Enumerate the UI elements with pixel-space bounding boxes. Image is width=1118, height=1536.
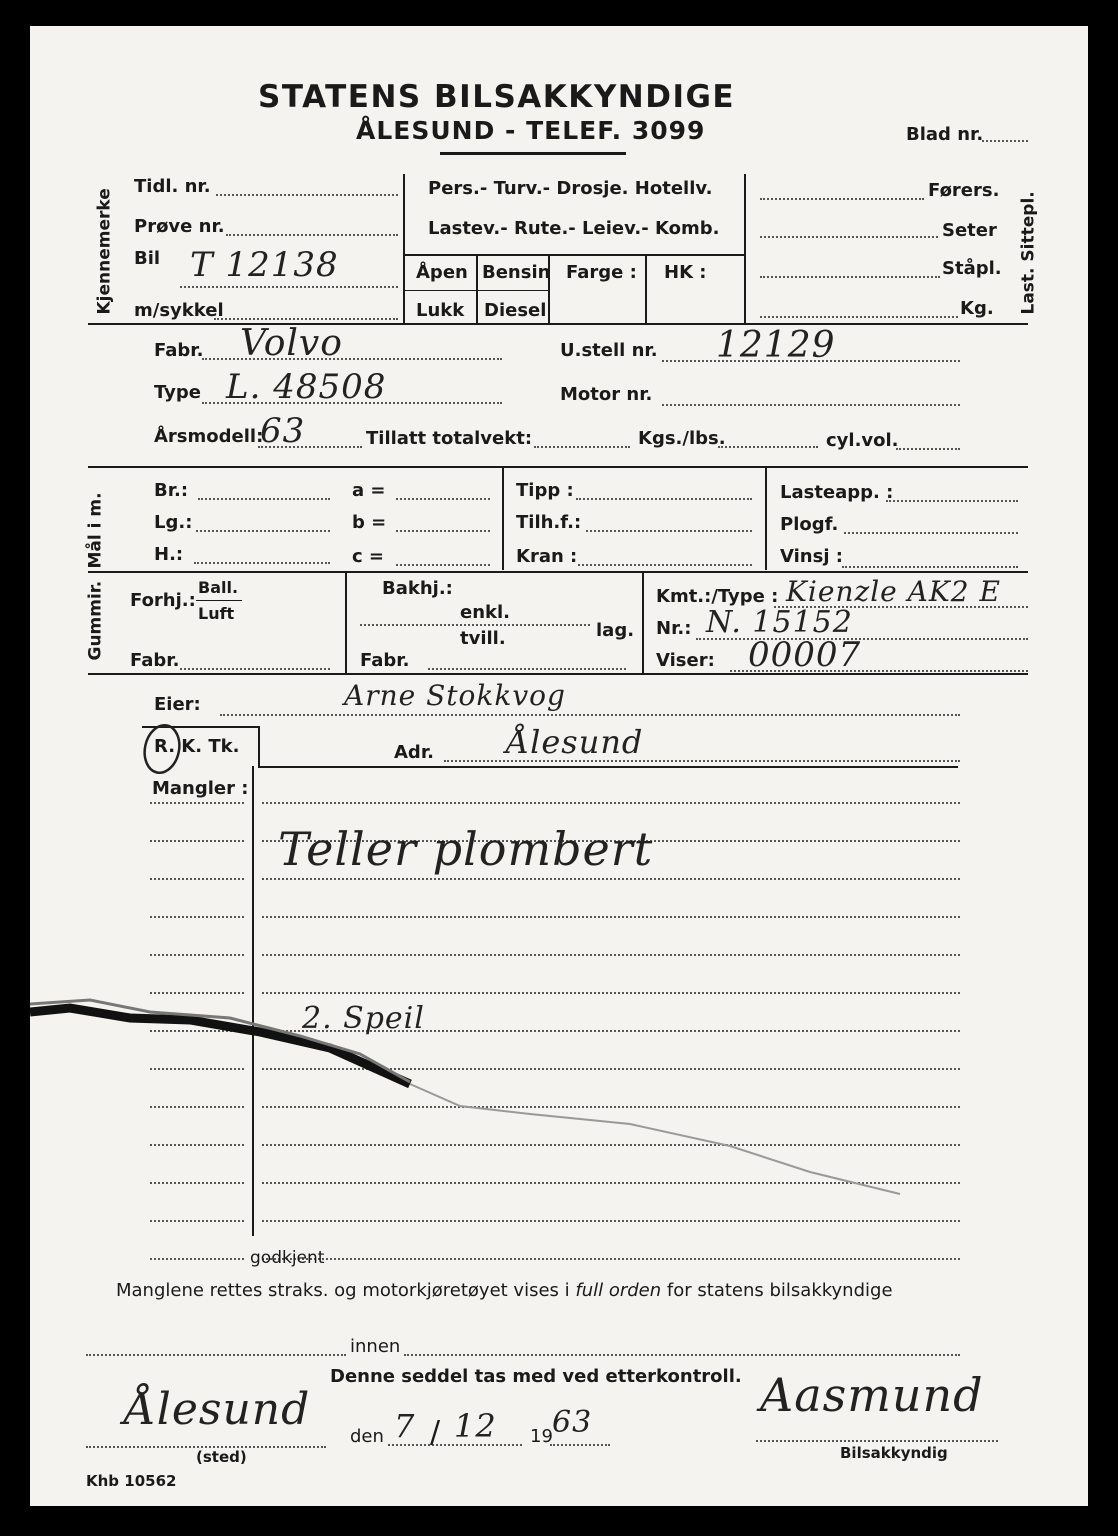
apen-label: Åpen	[416, 262, 468, 283]
kg-field[interactable]	[760, 316, 958, 318]
fabr-label: Fabr.	[154, 340, 204, 361]
etterkontroll-text: Denne seddel tas med ved etterkontroll.	[330, 1366, 742, 1387]
instruction-post: for statens bilsakkyndige	[666, 1280, 893, 1301]
mangler-line-left[interactable]	[150, 954, 244, 956]
section-line	[88, 571, 1028, 573]
prove-field[interactable]	[226, 234, 398, 236]
form-number: Khb 10562	[86, 1472, 177, 1490]
stapl-field[interactable]	[760, 276, 940, 278]
mangler-line-left[interactable]	[150, 840, 244, 842]
kgs-field[interactable]	[718, 446, 818, 448]
nr-label: Nr.:	[656, 618, 692, 639]
sted-value: Ålesund	[124, 1384, 311, 1435]
date-month: 12	[454, 1407, 497, 1445]
rk-label: R. K. Tk.	[154, 736, 240, 757]
section-line	[88, 466, 1028, 468]
signature-field[interactable]	[756, 1440, 998, 1442]
tipp-label: Tipp :	[516, 480, 574, 501]
rk-box-side	[258, 726, 260, 766]
category-row1: Pers.- Turv.- Drosje. Hotellv.	[428, 178, 713, 199]
arsmodell-label: Årsmodell:	[154, 426, 264, 447]
kjennemerke-side-label: Kjennemerke	[94, 188, 115, 315]
eier-label: Eier:	[154, 694, 201, 715]
mangler-line-right[interactable]	[262, 1258, 960, 1260]
mangler-line-left[interactable]	[150, 916, 244, 918]
hk-label: HK :	[664, 262, 707, 283]
kran-label: Kran :	[516, 546, 578, 567]
nr-field[interactable]	[696, 638, 1028, 640]
seter-field[interactable]	[760, 236, 938, 238]
enkl-label: enkl.	[460, 602, 511, 623]
msykkel-label: m/sykkel	[134, 300, 224, 321]
viser-value: 00007	[748, 635, 862, 675]
motor-field[interactable]	[662, 404, 960, 406]
seter-label: Seter	[942, 220, 997, 241]
tilhf-field[interactable]	[586, 530, 752, 532]
lg-label: Lg.:	[154, 512, 193, 533]
kmt-label: Kmt.:/Type :	[656, 586, 779, 607]
blad-field[interactable]	[982, 140, 1028, 142]
mangler-line-left[interactable]	[150, 992, 244, 994]
innen-label: innen	[350, 1336, 401, 1357]
bil-field[interactable]	[180, 286, 398, 288]
eier-field[interactable]	[220, 714, 960, 716]
diesel-label: Diesel	[484, 300, 547, 321]
a-field[interactable]	[396, 498, 490, 500]
mangler-line-right[interactable]	[262, 916, 960, 918]
c-field[interactable]	[396, 564, 490, 566]
type-label: Type	[154, 382, 201, 403]
ustell-value: 12129	[716, 325, 836, 366]
bil-value: T 12138	[190, 245, 339, 285]
bilsakkyndig-label: Bilsakkyndig	[840, 1444, 948, 1462]
ball-luft-rule	[196, 600, 242, 601]
adr-label: Adr.	[394, 742, 434, 763]
prove-label: Prøve nr.	[134, 216, 225, 237]
lukk-label: Lukk	[416, 300, 465, 321]
cyl-field[interactable]	[896, 448, 960, 450]
mangler-label: Mangler :	[152, 778, 249, 799]
h-field[interactable]	[194, 562, 330, 564]
bakhj-label: Bakhj.:	[382, 578, 453, 599]
mangler-entry-1: Teller plombert	[278, 822, 654, 876]
bensin-label: Bensin	[482, 262, 551, 283]
lag-label: lag.	[596, 620, 635, 641]
divider	[403, 174, 405, 324]
bil-label: Bil	[134, 248, 161, 269]
category-row2: Lastev.- Rute.- Leiev.- Komb.	[428, 218, 720, 239]
godkjent-label: godkjent	[250, 1248, 325, 1268]
mangler-line-right[interactable]	[262, 992, 960, 994]
instruction-italic: full orden	[575, 1280, 662, 1301]
year-field[interactable]	[550, 1444, 610, 1446]
fabr2-label: Fabr.	[360, 650, 410, 671]
vinsj-label: Vinsj :	[780, 546, 843, 567]
type-value: L. 48508	[226, 367, 387, 407]
divider	[476, 254, 478, 324]
den-label: den	[350, 1426, 384, 1447]
b-label: b =	[352, 512, 387, 533]
fabr1-label: Fabr.	[130, 650, 180, 671]
mangler-entry-2: 2. Speil	[302, 1001, 425, 1036]
kg-label: Kg.	[960, 298, 994, 319]
mangler-line-right[interactable]	[262, 878, 960, 880]
rk-circle-mark	[140, 720, 186, 778]
mangler-line-left[interactable]	[150, 1220, 244, 1222]
paper-tear	[30, 996, 1088, 1196]
tilhf-label: Tilh.f.:	[516, 512, 582, 533]
tillatt-field[interactable]	[534, 446, 630, 448]
ball-label: Ball.	[198, 578, 239, 597]
arsmodell-value: 63	[260, 411, 306, 451]
br-label: Br.:	[154, 480, 189, 501]
mangler-line-right[interactable]	[262, 1220, 960, 1222]
lg-field[interactable]	[196, 530, 330, 532]
innen-field-left[interactable]	[86, 1354, 346, 1356]
signature: Aasmund	[760, 1368, 984, 1422]
lasteapp-label: Lasteapp. :	[780, 482, 894, 503]
divider	[345, 571, 347, 673]
year-prefix: 19	[530, 1426, 553, 1447]
divider	[642, 571, 644, 673]
ustell-field[interactable]	[662, 360, 960, 362]
section-line	[88, 323, 1028, 325]
form-subtitle: ÅLESUND - TELEF. 3099	[356, 116, 706, 145]
adr-value: Ålesund	[506, 723, 644, 761]
kran-field[interactable]	[578, 564, 752, 566]
luft-label: Luft	[198, 604, 235, 623]
divider	[502, 466, 504, 570]
tillatt-label: Tillatt totalvekt:	[366, 428, 533, 449]
year-suffix: 63	[552, 1405, 593, 1440]
c-label: c =	[352, 546, 385, 567]
instruction-pre: Manglene rettes straks. og motorkjøretøyet vises i	[116, 1280, 570, 1301]
innen-field[interactable]	[404, 1354, 960, 1356]
farge-label: Farge :	[566, 262, 637, 283]
a-label: a =	[352, 480, 386, 501]
form-title: STATENS BILSAKKYNDIGE	[258, 79, 736, 115]
fabr1-field[interactable]	[180, 668, 330, 670]
divider	[765, 466, 767, 570]
arsmodell-field[interactable]	[258, 446, 362, 448]
blad-label: Blad nr.	[906, 124, 984, 145]
plogf-field[interactable]	[844, 532, 1018, 534]
section-line	[88, 673, 1028, 675]
forhj-label: Forhj.:	[130, 590, 196, 611]
plogf-label: Plogf.	[780, 514, 839, 535]
mangler-line-left[interactable]	[150, 878, 244, 880]
enkl-field[interactable]	[360, 624, 590, 626]
fabr-value: Volvo	[240, 323, 343, 364]
seats-side-label: Last. Sittepl.	[1018, 191, 1039, 315]
tipp-field[interactable]	[576, 498, 752, 500]
section-line	[258, 766, 958, 768]
tidl-label: Tidl. nr.	[134, 176, 211, 197]
tidl-field[interactable]	[216, 194, 398, 196]
eier-value: Arne Stokkvog	[344, 679, 566, 712]
br-field[interactable]	[198, 498, 330, 500]
type-field[interactable]	[202, 402, 502, 404]
stapl-label: Ståpl.	[942, 258, 1002, 279]
nr-value: N. 15152	[706, 605, 853, 640]
fabr2-field[interactable]	[428, 668, 626, 670]
mangler-line-right[interactable]	[262, 954, 960, 956]
lasteapp-field[interactable]	[886, 500, 1018, 502]
divider	[744, 174, 746, 324]
gummi-side-label: Gummir.	[85, 580, 106, 661]
kmt-value: Kienzle AK2 E	[786, 575, 1001, 608]
mangler-line-left[interactable]	[150, 802, 244, 804]
fabr-field[interactable]	[202, 358, 502, 360]
mangler-line-right[interactable]	[262, 802, 960, 804]
divider	[645, 254, 647, 324]
date-day: 7	[394, 1407, 416, 1445]
instruction-text	[116, 1282, 893, 1300]
ustell-label: U.stell nr.	[560, 340, 658, 361]
mangler-line-left[interactable]	[150, 1258, 244, 1260]
viser-field[interactable]	[730, 670, 1028, 672]
tvill-label: tvill.	[460, 628, 506, 649]
h-label: H.:	[154, 544, 184, 565]
kgs-label: Kgs./lbs.	[638, 428, 726, 449]
inspection-form	[30, 26, 1088, 1506]
sted-label: (sted)	[196, 1448, 247, 1466]
date-slash: /	[430, 1415, 441, 1450]
divider	[403, 290, 548, 291]
forers-label: Førers.	[928, 180, 1000, 201]
motor-label: Motor nr.	[560, 384, 653, 405]
viser-label: Viser:	[656, 650, 715, 671]
vinsj-field[interactable]	[842, 566, 1018, 568]
divider	[403, 254, 744, 256]
cyl-label: cyl.vol.	[826, 430, 899, 451]
forers-field[interactable]	[760, 198, 924, 200]
adr-field[interactable]	[444, 760, 960, 762]
title-underline	[440, 152, 626, 155]
b-field[interactable]	[396, 530, 490, 532]
maal-side-label: Mål i m.	[85, 492, 106, 569]
msykkel-field[interactable]	[214, 318, 398, 320]
